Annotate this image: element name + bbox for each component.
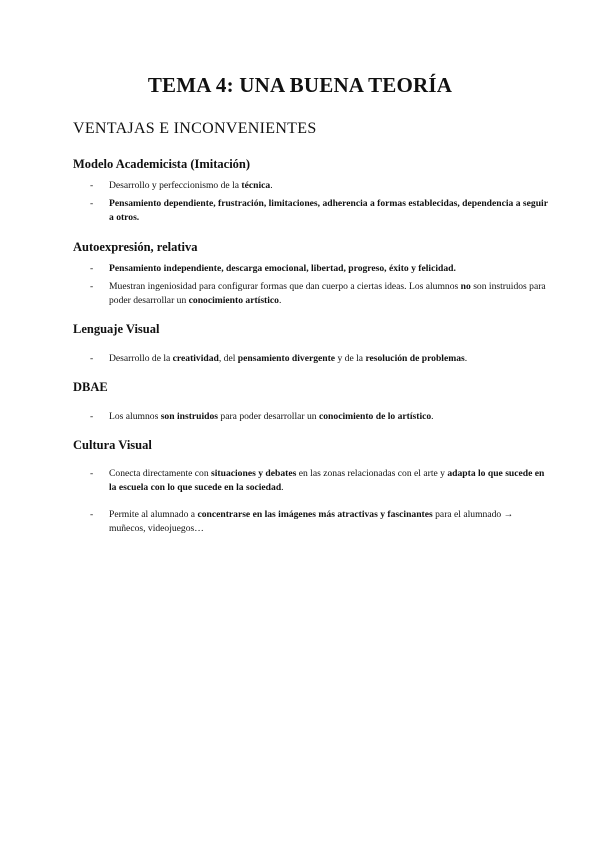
- bullet-dash: -: [90, 281, 94, 292]
- bullet-dash: -: [90, 468, 94, 479]
- list-item: - Los alumnos son instruidos para poder desarrollar un conocimiento de lo artístico.: [90, 411, 434, 422]
- section-heading-dbae: DBAE: [73, 380, 108, 394]
- bullet-dash: -: [90, 198, 94, 209]
- bullet-dash: -: [90, 353, 94, 364]
- list-item: - Pensamiento dependiente, frustración, limitaciones, adherencia a formas establecidas, dependencia a seguir a otros.: [90, 198, 548, 223]
- section-heading-academicista: Modelo Academicista (Imitación): [73, 157, 251, 171]
- section-heading-lenguaje-visual: Lenguaje Visual: [73, 322, 160, 336]
- section-heading-autoexpresion: Autoexpresión, relativa: [73, 240, 198, 254]
- bullet-dash: -: [90, 263, 94, 274]
- bullet-dash: -: [90, 180, 94, 191]
- list-item: - Pensamiento independiente, descarga emocional, libertad, progreso, éxito y felicidad.: [90, 263, 456, 274]
- list-item: - Muestran ingeniosidad para configurar formas que dan cuerpo a ciertas ideas. Los alumnos no son instruidos para poder desarrollar un conocimiento artístico.: [90, 281, 546, 306]
- list-item: - Conecta directamente con situaciones y debates en las zonas relacionadas con el arte y adapta lo que sucede en la escuela con lo que sucede en la sociedad.: [90, 468, 545, 493]
- list-item: - Permite al alumnado a concentrarse en las imágenes más atractivas y fascinantes para el alumnado → muñecos, videojuegos…: [90, 509, 514, 534]
- page-subtitle: VENTAJAS E INCONVENIENTES: [73, 120, 317, 137]
- page-title: TEMA 4: UNA BUENA TEORÍA: [147, 73, 453, 97]
- bullet-dash: -: [90, 411, 94, 422]
- list-item: - Desarrollo y perfeccionismo de la técnica.: [90, 180, 273, 191]
- section-heading-cultura-visual: Cultura Visual: [73, 438, 152, 452]
- list-item: - Desarrollo de la creatividad, del pensamiento divergente y de la resolución de problemas.: [90, 353, 468, 364]
- bullet-dash: -: [90, 509, 94, 520]
